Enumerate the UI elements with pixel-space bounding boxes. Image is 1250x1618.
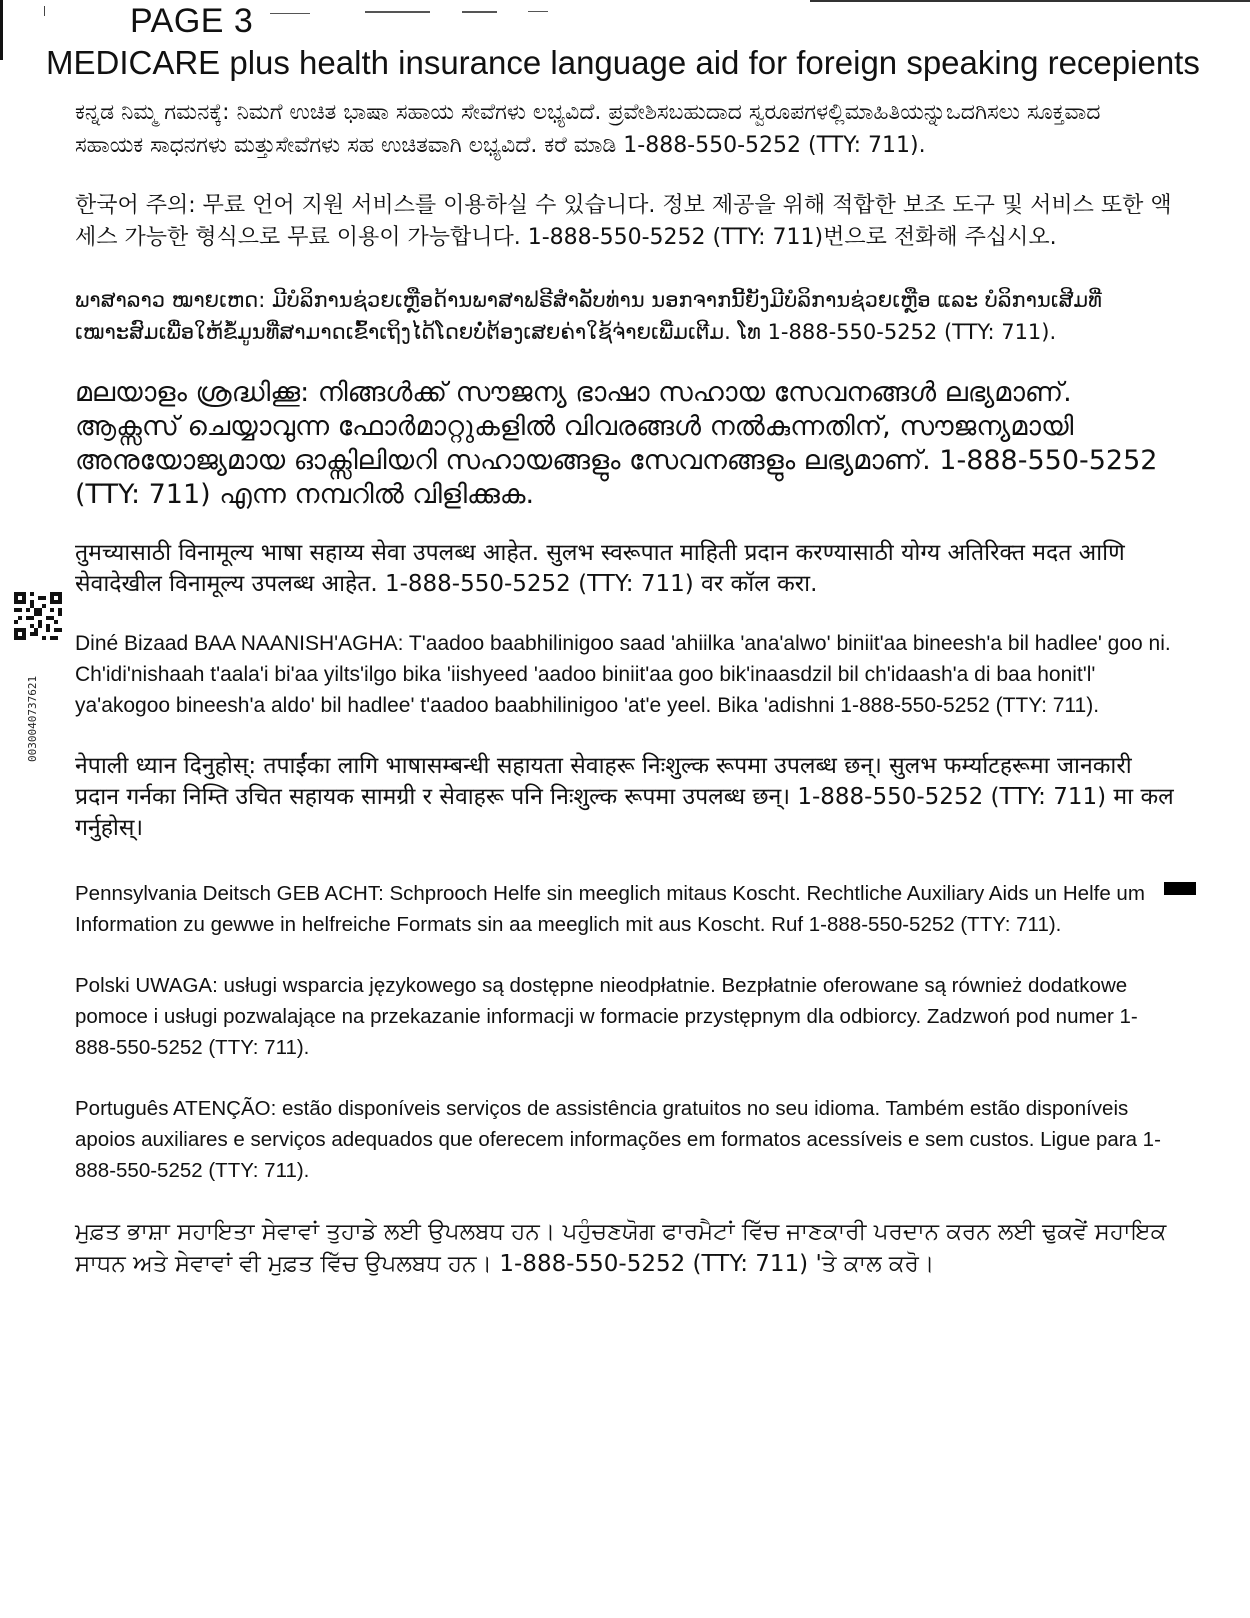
scan-dash (528, 11, 548, 12)
scan-dash (270, 13, 310, 14)
notice-punjabi: ਮੁਫ਼ਤ ਭਾਸ਼ਾ ਸਹਾਇਤਾ ਸੇਵਾਵਾਂ ਤੁਹਾਡੇ ਲਈ ਉਪਲਬਧ ਹਨ। ਪਹੁੰਚਣਯੋਗ ਫਾਰਮੈਟਾਂ ਵਿੱਚ ਜਾਣਕਾਰੀ ਪਰਦਾਨ ਕਰਨ ਲਈ ਢੁਕਵੇਂ ਸਹਾਇਕ ਸਾਧਨ ਅਤੇ ਸੇਵਾਵਾਂ ਵੀ ਮੁਫ਼ਤ ਵਿੱਚ ਉਪਲਬਧ ਹਨ। 1-888-550-5252 (TTY: 711) 'ਤੇ ਕਾਲ ਕਰੋ। (75, 1219, 1167, 1277)
notice-marathi: तुमच्यासाठी विनामूल्य भाषा सहाय्य सेवा उपलब्ध आहेत. सुलभ स्वरूपात माहिती प्रदान करण्यासाठी योग्य अतिरिक्त मदत आणि सेवादेखील विनामूल्य उपलब्ध आहेत. 1-888-550-5252 (TTY: 711) वर कॉल करा. (75, 540, 1125, 597)
scan-tick-mark (44, 6, 45, 16)
scan-top-rule (810, 0, 1250, 2)
notice-lao: ພາສາລາວ ໝາຍເຫດ: ມີບໍລິການຊ່ວຍເຫຼືອດ້ານພາສາຟຣີສໍາລັບທ່ານ ນອກຈາກນີ້ຍັງມີບໍລິການຊ່ວຍເຫຼືອ ແລະ ບໍລິການເສີມທີ່ເໝາະສົມເພື່ອໃຫ້ຂໍ້ມູນທີ່ສາມາດເຂົ້າເຖິງໄດ້ໂດຍບໍ່ຕ້ອງເສຍຄ່າໃຊ້ຈ່າຍເພີ່ມເຕີມ. ໂທ 1-888-550-5252 (TTY: 711). (75, 288, 1102, 344)
qr-code (14, 592, 62, 640)
scan-edge-mark (0, 0, 3, 60)
page-label: PAGE 3 (130, 2, 254, 40)
notice-kannada: ಕನ್ನಡ ನಿಮ್ಮ ಗಮನಕ್ಕೆ: ನಿಮಗೆ ಉಚಿತ ಭಾಷಾ ಸಹಾಯ ಸೇವೆಗಳು ಲಭ್ಯವಿದೆ. ಪ್ರವೇಶಿಸಬಹುದಾದ ಸ್ವರೂಪಗಳಲ್ಲಿಮಾಹಿತಿಯನ್ನುಒದಗಿಸಲು ಸೂಕ್ತವಾದ ಸಹಾಯಕ ಸಾಧನಗಳು ಮತ್ತುಸೇವೆಗಳು ಸಹ ಉಚಿತವಾಗಿ ಲಭ್ಯವಿದೆ. ಕರೆ ಮಾಡಿ 1-888-550-5252 (TTY: 711). (75, 100, 1101, 158)
notice-nepali: नेपाली ध्यान दिनुहोस्: तपाईंका लागि भाषासम्बन्धी सहायता सेवाहरू निःशुल्क रूपमा उपलब्ध छन्। सुलभ फर्म्याटहरूमा जानकारी प्रदान गर्नका निम्ति उचित सहायक सामग्री र सेवाहरू पनि निःशुल्क रूपमा उपलब्ध छन्। 1-888-550-5252 (TTY: 711) मा कल गर्नुहोस्। (75, 753, 1174, 841)
notice-portuguese: Português ATENÇÃO: estão disponíveis serviços de assistência gratuitos no seu idioma. Também estão disponíveis apoios auxiliares e serviços adequados que oferecem informações em formatos acessíveis e sem custos. Ligue para 1-888-550-5252 (TTY: 711). (75, 1097, 1161, 1182)
notice-malayalam: മലയാളം ശ്രദ്ധിക്കൂ: നിങ്ങൾക്ക് സൗജന്യ ഭാഷാ സഹായ സേവനങ്ങൾ ലഭ്യമാണ്. ആക്സസ് ചെയ്യാവുന്ന ഫോർമാറ്റുകളിൽ വിവരങ്ങൾ നൽകുന്നതിന്, സൗജന്യമായി അനുയോജ്യമായ ഓക്സിലിയറി സഹായങ്ങളും സേവനങ്ങളും ലഭ്യമാണ്. 1-888-550-5252 (TTY: 711) എന്ന നമ്പറിൽ വിളിക്കുക. (75, 377, 1158, 510)
notice-navajo: Diné Bizaad BAA NAANISH'AGHA: T'aadoo baabhilinigoo saad 'ahiilka 'ana'alwo' biniit'aa bineesh'a bil hadlee' goo ni. Ch'idi'nishaah t'aala'i bi'aa yilts'ilgo bika 'iishyeed 'aadoo biniit'aa goo bik'inaasdzil bil ch'idaash'a di baa honit'l' ya'akogoo bineesh'a aldo' bil hadlee' t'aadoo baabhilinigoo 'at'e yeel. Bika 'adishni 1-888-550-5252 (TTY: 711). (75, 632, 1171, 717)
notice-polish: Polski UWAGA: usługi wsparcia językowego są dostępne nieodpłatnie. Bezpłatnie oferowane są również dodatkowe pomoce i usługi pozwalające na przekazanie informacji w formacie przystępnym dla odbiorcy. Zadzwoń pod numer 1-888-550-5252 (TTY: 711). (75, 974, 1138, 1059)
document-id-number: 003004073762​1 (26, 675, 39, 762)
scan-dash (365, 11, 430, 13)
scan-dash (462, 11, 497, 13)
language-notices (75, 96, 1175, 1280)
page-title: MEDICARE plus health insurance language aid for foreign speaking recepients (46, 44, 1200, 81)
notice-pennsylvania-dutch: Pennsylvania Deitsch GEB ACHT: Schprooch Helfe sin meeglich mitaus Koscht. Rechtliche Auxiliary Aids un Helfe um Information zu gewwe in helfreiche Formats sin aa meeglich mit aus Koscht. Ruf 1-888-550-5252 (TTY: 711). (75, 882, 1145, 936)
notice-korean: 한국어 주의: 무료 언어 지원 서비스를 이용하실 수 있습니다. 정보 제공을 위해 적합한 보조 도구 및 서비스 또한 액세스 가능한 형식으로 무료 이용이 가능합니다. 1-888-550-5252 (TTY: 711)번으로 전화해 주십시오. (75, 193, 1172, 250)
